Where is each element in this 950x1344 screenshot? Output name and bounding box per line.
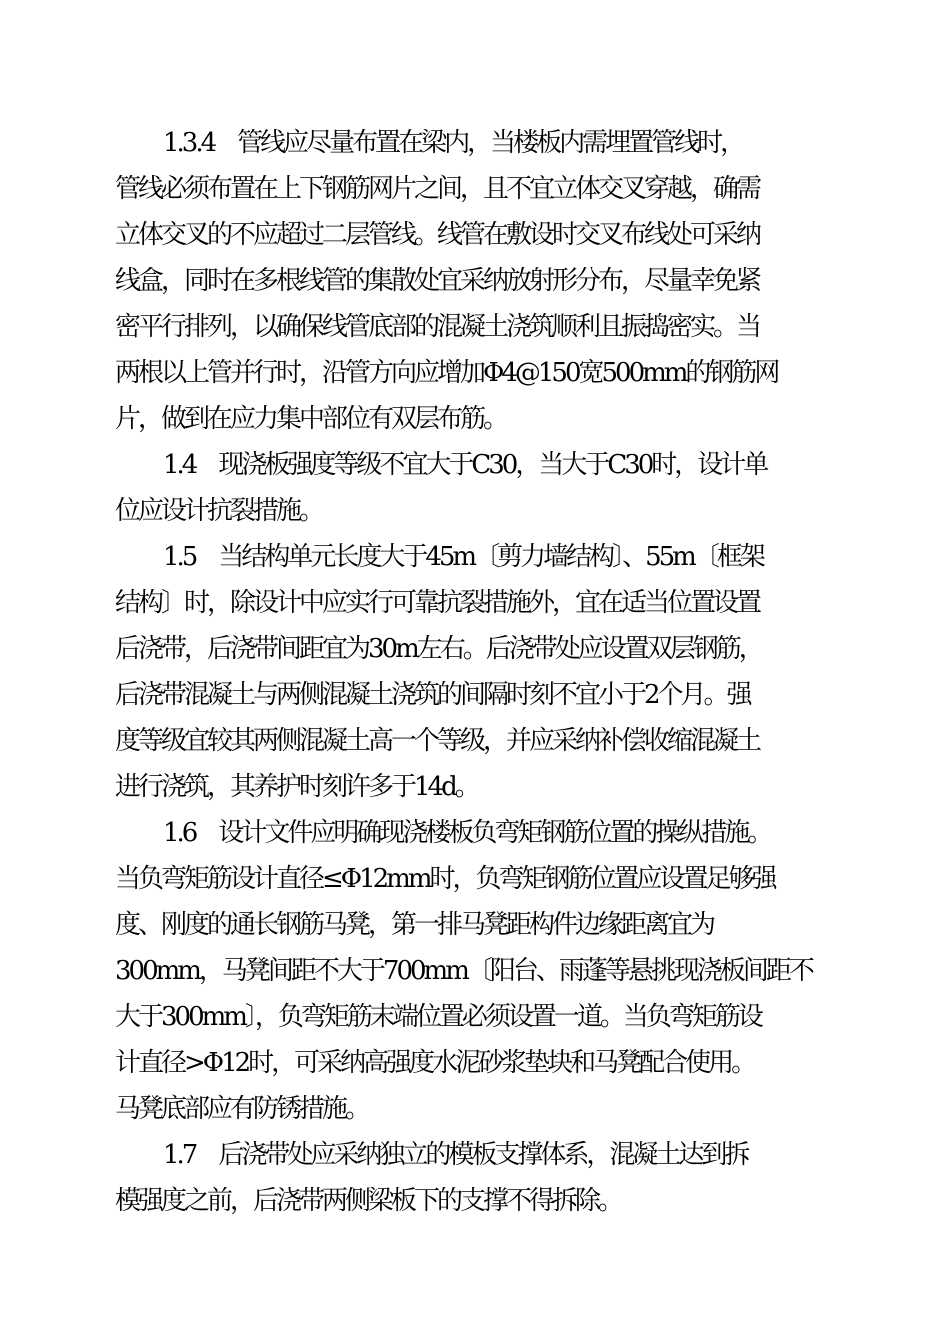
text-line: 密平行排列，以确保线管底部的混凝土浇筑顺利且振捣密实。当	[115, 312, 760, 342]
text-line: 1.3.4 管线应尽量布置在梁内，当楼板内需埋置管线时，	[163, 128, 744, 158]
text-line: 进行浇筑，其养护时刻许多于14d。	[115, 772, 478, 802]
text-line: 1.6 设计文件应明确现浇楼板负弯矩钢筋位置的操纵措施。	[163, 818, 771, 848]
text-line: 300mm，马凳间距不大于700mm〔阳台、雨蓬等悬挑现浇板间距不	[115, 956, 812, 986]
text-line: 度、刚度的通长钢筋马凳，第一排马凳距构件边缘距离宜为	[115, 910, 714, 940]
text-line: 两根以上管并行时，沿管方向应增加Φ4@150宽500mm的钢筋网	[115, 358, 778, 388]
text-line: 模强度之前，后浇带两侧梁板下的支撑不得拆除。	[115, 1186, 622, 1216]
text-line: 1.4 现浇板强度等级不宜大于C30，当大于C30时，设计单	[163, 450, 767, 480]
text-line: 结构〕时，除设计中应实行可靠抗裂措施外，宜在适当位置设置	[115, 588, 760, 618]
text-line: 片，做到在应力集中部位有双层布筋。	[115, 404, 507, 434]
text-line: 后浇带，后浇带间距宜为30m左右。后浇带处应设置双层钢筋，	[115, 634, 762, 664]
text-line: 计直径>Φ12时，可采纳高强度水泥砂浆垫块和马凳配合使用。	[115, 1048, 755, 1078]
text-line: 管线必须布置在上下钢筋网片之间，且不宜立体交叉穿越，确需	[115, 174, 760, 204]
text-line: 1.5 当结构单元长度大于45m〔剪力墙结构〕、55m〔框架	[163, 542, 763, 572]
text-line: 线盒，同时在多根线管的集散处宜采纳放射形分布，尽量幸免紧	[115, 266, 760, 296]
text-line: 马凳底部应有防锈措施。	[115, 1094, 369, 1124]
text-line: 当负弯矩筋设计直径≤Φ12mm时，负弯矩钢筋位置应设置足够强	[115, 864, 775, 894]
text-line: 后浇带混凝土与两侧混凝土浇筑的间隔时刻不宜小于2个月。强	[115, 680, 750, 710]
text-line: 度等级宜较其两侧混凝土高一个等级，并应采纳补偿收缩混凝土	[115, 726, 760, 756]
text-line: 1.7 后浇带处应采纳独立的模板支撑体系，混凝土达到拆	[163, 1140, 748, 1170]
text-line: 立体交叉的不应超过二层管线。线管在敷设时交叉布线处可采纳	[115, 220, 760, 250]
text-line: 大于300mm〕，负弯矩筋末端位置必须设置一道。当负弯矩筋设	[115, 1002, 761, 1032]
text-line: 位应设计抗裂措施。	[115, 496, 323, 526]
